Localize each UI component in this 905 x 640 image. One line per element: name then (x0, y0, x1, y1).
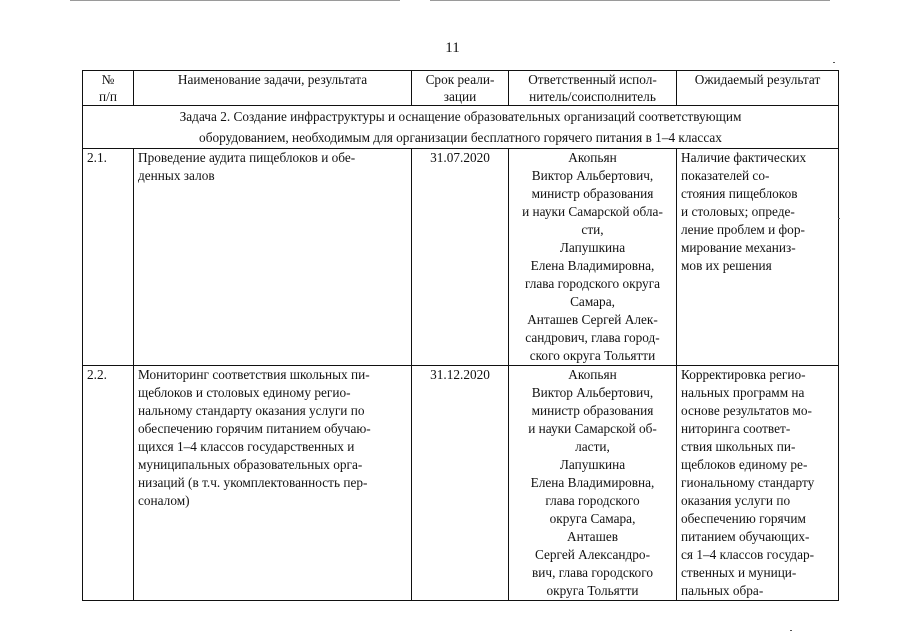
action-plan-table (82, 70, 839, 601)
task-heading: Задача 2. Создание инфраструктуры и оснащение образовательных организаций соответствующим оборудованием, необходимым для организации бесплатного горячего питания в 1–4 классах (83, 106, 839, 149)
header-expected-result: Ожидаемый результат (677, 71, 839, 106)
row-responsible: Акопьян Виктор Альбертович, министр образования и науки Самарской обла- сти, Лапушкина Елена Владимировна, глава городского округа Самара, Анташев Сергей Алек- сандрович, глава город- ского округа Тольятти (509, 149, 677, 366)
row-deadline: 31.12.2020 (412, 366, 509, 601)
scan-speck (833, 62, 835, 63)
row-deadline: 31.07.2020 (412, 149, 509, 366)
scan-speck (790, 630, 792, 631)
scan-edge-rule-right (430, 0, 830, 1)
header-number: № п/п (83, 71, 134, 106)
page-number: 11 (445, 40, 460, 56)
task-heading-row (83, 106, 839, 149)
table-header-row (83, 71, 839, 106)
scan-speck (838, 218, 840, 219)
table-row (83, 366, 839, 601)
row-responsible: Акопьян Виктор Альбертович, министр образования и науки Самарской об- ласти, Лапушкина Елена Владимировна, глава городского округа Самара, Анташев Сергей Александро- вич, глава городского округа Тольятти (509, 366, 677, 601)
row-number: 2.2. (83, 366, 134, 601)
row-expected-result: Корректировка регио- нальных программ на основе результатов мо- ниторинга соответ- ствия школьных пи- щеблоков единому ре- гиональному стандарту оказания услуги по обеспечению горячим питанием обучающих- ся 1–4 классов государ- ственных и муници- пальных обра- (677, 366, 839, 601)
header-responsible: Ответственный испол- нитель/соисполнитель (509, 71, 677, 106)
row-task-name: Мониторинг соответствия школьных пи- щеблоков и столовых единому регио- нальному стандарту оказания услуги по обеспечению горячим питанием обучаю- щихся 1–4 классов государственных и муниципальных образовательных орга- низаций (в т.ч. укомплектованность пер- соналом) (134, 366, 412, 601)
row-expected-result: Наличие фактических показателей со- стояния пищеблоков и столовых; опреде- ление проблем и фор- мирование механиз- мов их решения (677, 149, 839, 366)
row-task-name: Проведение аудита пищеблоков и обе- денных залов (134, 149, 412, 366)
scan-edge-rule-left (70, 0, 400, 1)
row-number: 2.1. (83, 149, 134, 366)
header-task-name: Наименование задачи, результата (134, 71, 412, 106)
table-row (83, 149, 839, 366)
header-deadline: Срок реали- зации (412, 71, 509, 106)
